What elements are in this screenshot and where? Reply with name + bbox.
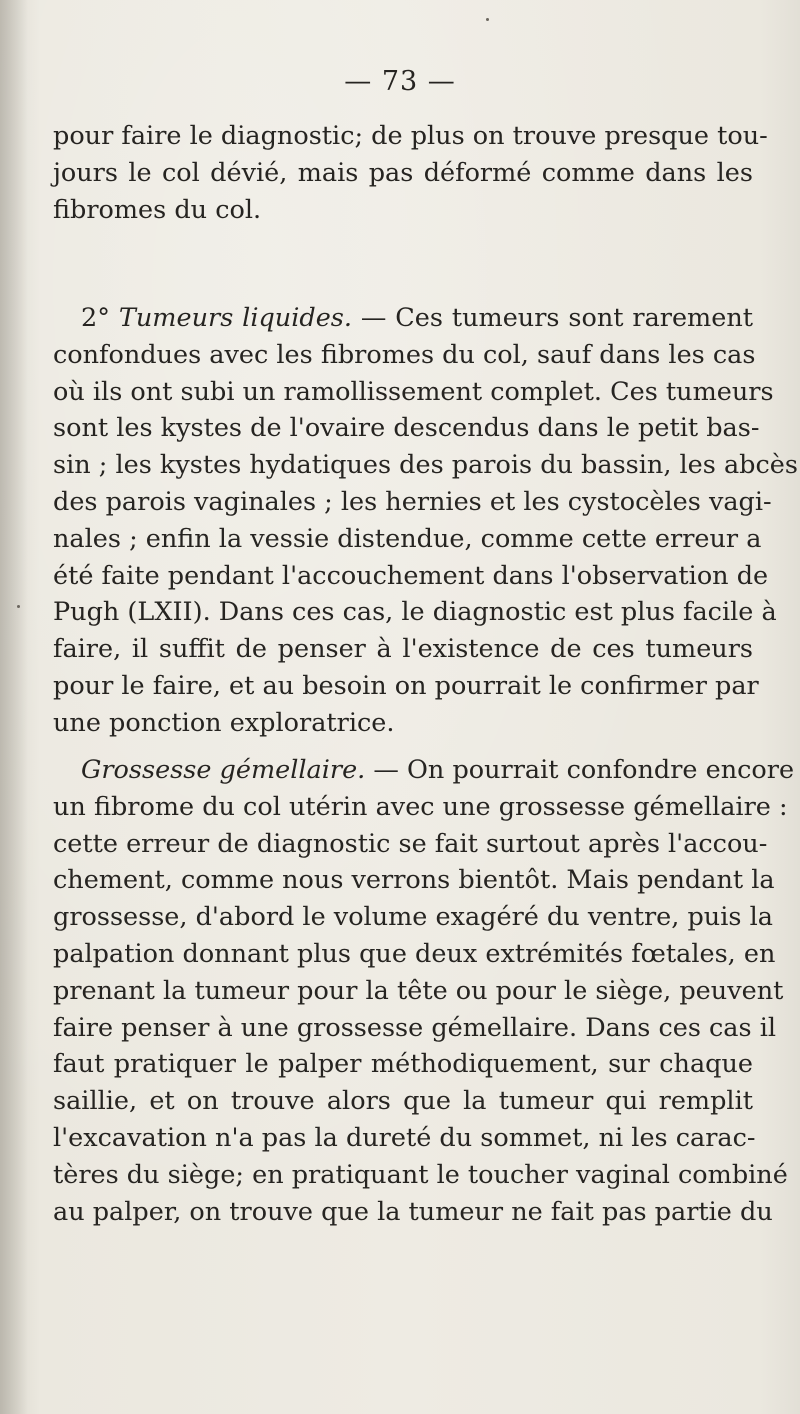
text-line: prenant la tumeur pour la tête ou pour le siège, peuvent	[53, 975, 784, 1006]
section-number: 2°	[81, 303, 110, 333]
section-heading: Grossesse gémellaire.	[81, 755, 366, 785]
heading-continuation: — Ces tumeurs sont rarement	[360, 303, 753, 333]
text-line: au palper, on trouve que la tumeur ne fait pas partie du	[53, 1196, 773, 1227]
page-number: — 73 —	[344, 66, 456, 97]
text-line: Pugh (LXII). Dans ces cas, le diagnostic est plus facile à	[53, 597, 777, 628]
text-line: confondues avec les fibromes du col, sauf dans les cas	[53, 339, 756, 370]
text-line: pour le faire, et au besoin on pourrait le confirmer par	[53, 670, 759, 701]
page-gutter-shadow	[0, 0, 28, 1414]
text-line: où ils ont subi un ramollissement complet. Ces tumeurs	[53, 376, 774, 407]
text-line: pour faire le diagnostic; de plus on trouve presque tou-	[53, 121, 768, 151]
text-line: une ponction exploratrice.	[53, 707, 395, 738]
text-line: tères du siège; en pratiquant le toucher vaginal combiné	[53, 1159, 788, 1190]
paragraph-1	[53, 118, 768, 228]
text-line: palpation donnant plus que deux extrémités fœtales, en	[53, 938, 776, 969]
text-line: cette erreur de diagnostic se fait surtout après l'accou-	[53, 828, 768, 859]
text-line: sont les kystes de l'ovaire descendus dans le petit bas-	[53, 413, 760, 444]
heading-continuation: — On pourrait confondre encore	[373, 755, 795, 785]
text-line: faut pratiquer le palper méthodiquement, sur chaque	[53, 1049, 753, 1080]
text-line: chement, comme nous verrons bientôt. Mais pendant la	[53, 865, 775, 896]
text-line: l'excavation n'a pas la dureté du sommet, ni les carac-	[53, 1122, 756, 1153]
text-line: grossesse, d'abord le volume exagéré du ventre, puis la	[53, 902, 773, 933]
text-line: des parois vaginales ; les hernies et les cystocèles vagi-	[53, 486, 772, 517]
text-line: nales ; enfin la vessie distendue, comme cette erreur a	[53, 523, 762, 554]
text-line: faire, il suffit de penser à l'existence de ces tumeurs	[53, 634, 753, 665]
paragraph-3	[53, 752, 795, 1230]
text-line: saillie, et on trouve alors que la tumeur qui remplit	[53, 1086, 753, 1117]
paper-speck	[486, 18, 489, 21]
paragraph-2	[53, 300, 798, 742]
text-line: un fibrome du col utérin avec une grossesse gémellaire :	[53, 791, 788, 822]
section-heading: Tumeurs liquides.	[118, 303, 352, 333]
text-line: fibromes du col.	[53, 194, 262, 225]
text-line: jours le col dévié, mais pas déformé comme dans les	[53, 157, 753, 188]
text-line: faire penser à une grossesse gémellaire. Dans ces cas il	[53, 1012, 777, 1043]
section-heading-line	[53, 300, 753, 337]
paper-speck	[17, 605, 20, 608]
text-line: été faite pendant l'accouchement dans l'observation de	[53, 560, 769, 591]
section-heading-line	[53, 752, 795, 789]
text-line: sin ; les kystes hydatiques des parois du bassin, les abcès	[53, 450, 798, 481]
